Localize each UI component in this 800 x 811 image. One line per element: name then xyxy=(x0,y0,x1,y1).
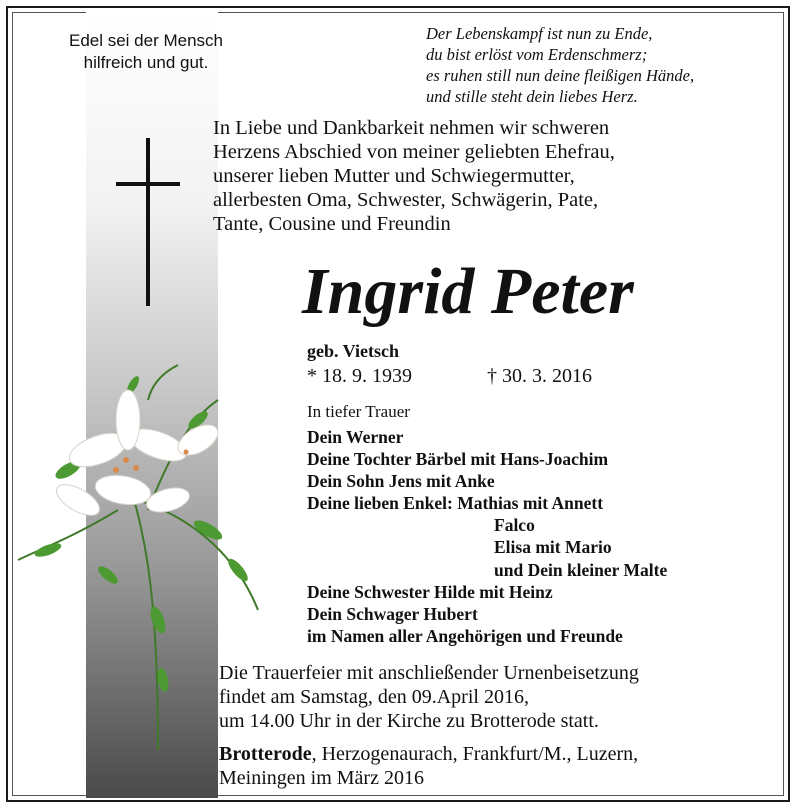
motto-left-line: Edel sei der Mensch xyxy=(68,31,224,50)
cross-icon xyxy=(112,138,184,306)
place-bold: Brotterode xyxy=(219,743,312,765)
death-date: † 30. 3. 2016 xyxy=(487,365,592,387)
life-dates xyxy=(307,365,592,388)
intro-line: unserer lieben Mutter und Schwiegermutter, xyxy=(213,165,575,187)
motto-right-line: es ruhen still nun deine fleißigen Hände, xyxy=(426,66,695,85)
motto-right-line: Der Lebenskampf ist nun zu Ende, xyxy=(426,24,653,43)
motto-left xyxy=(46,30,246,74)
motto-right-line: du bist erlöst vom Erdenschmerz; xyxy=(426,45,648,64)
funeral-line: Die Trauerfeier mit anschließender Urnenbeisetzung xyxy=(219,662,639,684)
place-line: Meiningen im März 2016 xyxy=(219,767,424,789)
mourner-line: im Namen aller Angehörigen und Freunde xyxy=(307,625,623,646)
funeral-line: um 14.00 Uhr in der Kirche zu Brotterode statt. xyxy=(219,710,599,732)
intro-line: In Liebe und Dankbarkeit nehmen wir schweren xyxy=(213,117,610,139)
intro-line: Tante, Cousine und Freundin xyxy=(213,213,451,235)
mourner-line: Deine Schwester Hilde mit Heinz xyxy=(307,581,553,602)
grandchild-line: Elisa mit Mario xyxy=(494,537,612,558)
grief-intro: In tiefer Trauer xyxy=(307,402,410,421)
mourner-line: Deine Tochter Bärbel mit Hans-Joachim xyxy=(307,449,609,470)
place-line xyxy=(219,742,779,766)
grandchild-line: und Dein kleiner Malte xyxy=(494,559,668,580)
deceased-name: Ingrid Peter xyxy=(302,255,634,328)
intro-text xyxy=(213,116,773,236)
funeral-info xyxy=(219,661,779,733)
mourner-line: Deine lieben Enkel: Mathias mit Annett xyxy=(307,493,604,514)
mourners-list xyxy=(307,426,667,647)
funeral-line: findet am Samstag, den 09.April 2016, xyxy=(219,686,529,708)
motto-right xyxy=(426,23,766,107)
birth-date: * 18. 9. 1939 xyxy=(307,365,412,387)
place-date xyxy=(219,742,779,790)
lily-bouquet-image xyxy=(8,360,278,760)
motto-right-line: und stille steht dein liebes Herz. xyxy=(426,87,638,106)
birth-name: geb. Vietsch xyxy=(307,341,399,361)
place-rest: , Herzogenaurach, Frankfurt/M., Luzern, xyxy=(311,743,639,765)
mourner-line: Dein Sohn Jens mit Anke xyxy=(307,471,495,492)
motto-left-line: hilfreich und gut. xyxy=(83,53,209,72)
intro-line: allerbesten Oma, Schwester, Schwägerin, Pate, xyxy=(213,189,599,211)
mourner-line: Dein Werner xyxy=(307,427,404,447)
grandchild-line: Falco xyxy=(494,515,535,536)
mourner-line: Dein Schwager Hubert xyxy=(307,603,478,624)
intro-line: Herzens Abschied von meiner geliebten Ehefrau, xyxy=(213,141,615,163)
